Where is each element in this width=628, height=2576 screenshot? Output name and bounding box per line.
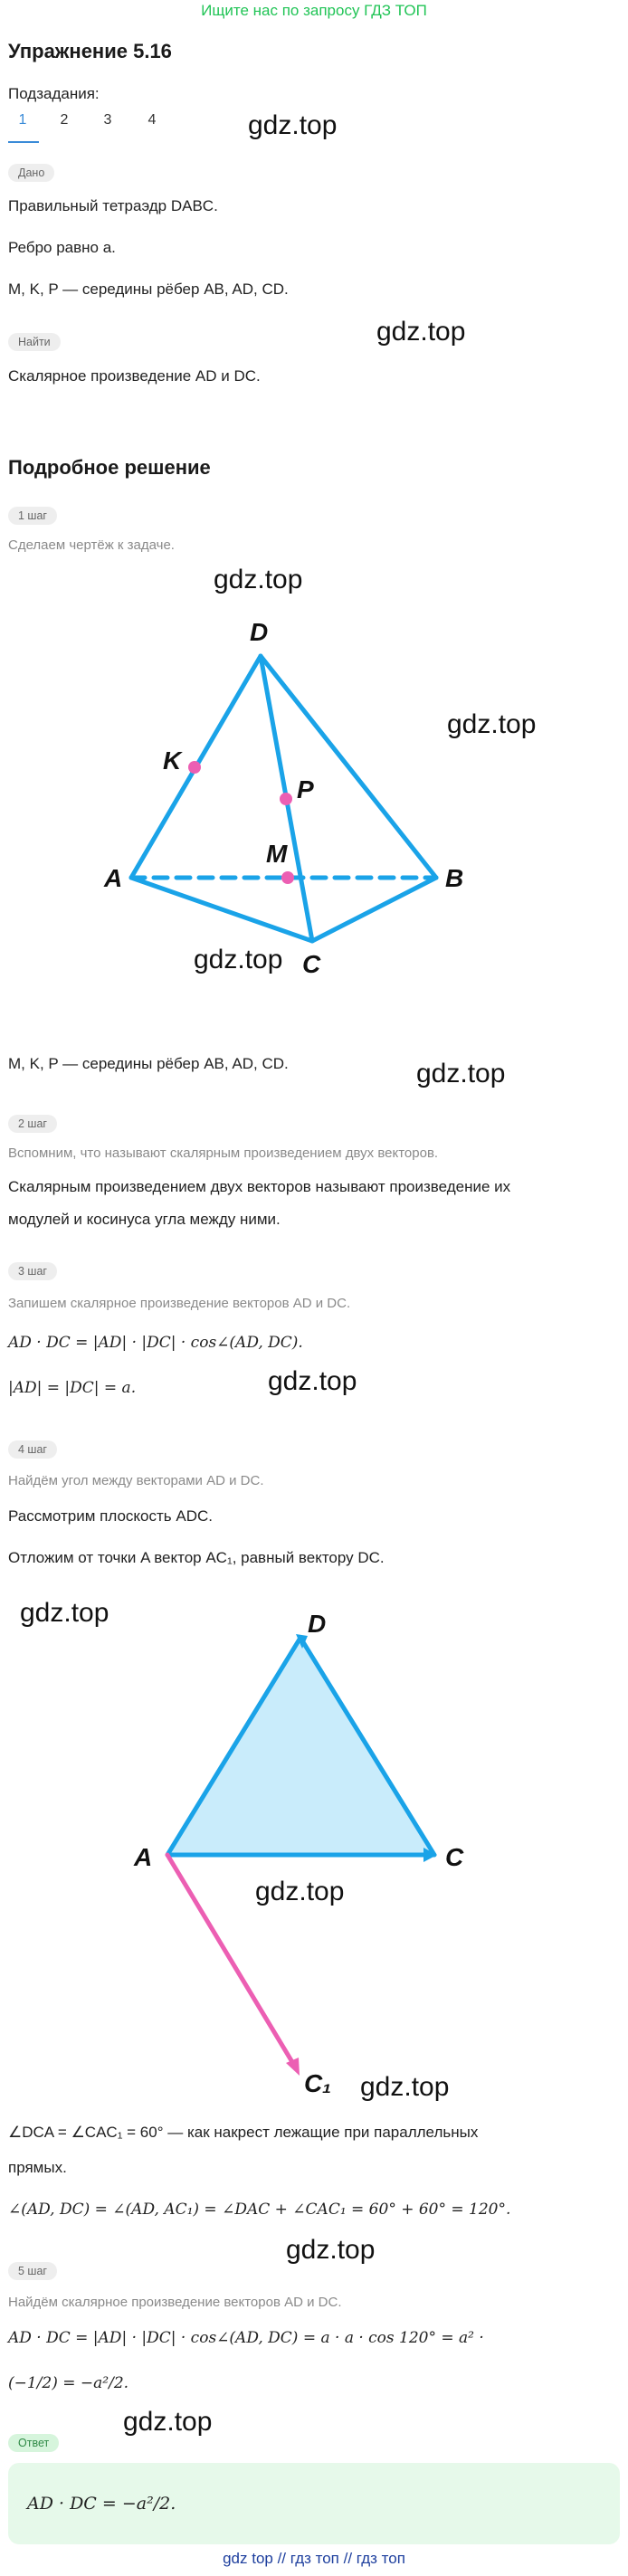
step-1-after: M, K, P — середины рёбер AB, AD, CD. [8, 1055, 289, 1072]
find-text: Скалярное произведение AD и DC. [8, 367, 261, 385]
active-tab-indicator [8, 141, 39, 143]
label-a: A [134, 1843, 153, 1871]
label-d: D [250, 618, 269, 646]
watermark: gdz.top [20, 1598, 109, 1628]
watermark: gdz.top [447, 709, 537, 739]
watermark: gdz.top [194, 945, 283, 974]
step-2-chip: 2 шаг [8, 1115, 57, 1133]
watermark: gdz.top [214, 565, 303, 594]
tab-4[interactable]: 4 [147, 112, 157, 128]
label-p: P [297, 775, 314, 803]
watermark: gdz.top [360, 2072, 450, 2102]
find-chip: Найти [8, 333, 61, 351]
footer-links[interactable]: gdz top // гдз топ // гдз топ [223, 2550, 405, 2567]
step-3-formula-2: |AD| = |DC| = a. [8, 1379, 137, 1397]
triangle-figure [0, 1592, 628, 2099]
step-5-formula-1: AD · DC = |AD| · |DC| · cos∠(AD, DC) = a · a · cos 120° = a² · [8, 2329, 484, 2347]
step-1-note: Сделаем чертёж к задаче. [8, 537, 175, 553]
label-c: C [302, 950, 321, 978]
point-k [188, 761, 201, 774]
step-4-text-4: прямых. [8, 2159, 67, 2176]
step-3-formula-1: AD · DC = |AD| · |DC| · cos∠(AD, DC). [8, 1334, 303, 1352]
watermark: gdz.top [268, 1366, 357, 1396]
label-a: A [104, 864, 123, 892]
watermark: gdz.top [255, 1877, 345, 1906]
step-4-text-2: Отложим от точки A вектор AC₁, равный вектору DC. [8, 1549, 385, 1566]
label-c1: C₁ [304, 2069, 332, 2097]
step-2-text-1: Скалярным произведением двух векторов называют произведение их [8, 1178, 511, 1195]
step-4-chip: 4 шаг [8, 1440, 57, 1459]
step-5-note: Найдём скалярное произведение векторов AD и DC. [8, 2295, 342, 2310]
answer-formula: AD · DC = −a²/2. [27, 2494, 176, 2514]
step-5-chip: 5 шаг [8, 2262, 57, 2280]
tab-3[interactable]: 3 [103, 112, 112, 128]
watermark: gdz.top [376, 317, 466, 347]
label-m: M [266, 840, 288, 868]
label-b: B [445, 864, 464, 892]
watermark: gdz.top [248, 110, 338, 140]
step-3-chip: 3 шаг [8, 1262, 57, 1280]
subtasks-label: Подзадания: [8, 85, 100, 102]
step-2-note: Вспомним, что называют скалярным произведением двух векторов. [8, 1145, 439, 1161]
step-2-text-2: модулей и косинуса угла между ними. [8, 1211, 281, 1228]
step-4-text-1: Рассмотрим плоскость ADC. [8, 1507, 213, 1525]
point-m [281, 871, 294, 884]
label-k: K [163, 746, 182, 775]
step-4-text-3: ∠DCA = ∠CAC₁ = 60° — как накрест лежащие при параллельных [8, 2124, 479, 2141]
tetrahedron-figure [0, 579, 628, 1004]
given-line-1: Правильный тетраэдр DABC. [8, 197, 218, 214]
search-banner[interactable]: Ищите нас по запросу ГДЗ ТОП [201, 2, 427, 19]
answer-chip: Ответ [8, 2434, 59, 2452]
given-line-2: Ребро равно a. [8, 239, 116, 256]
step-1-chip: 1 шаг [8, 507, 57, 525]
label-d: D [308, 1610, 327, 1638]
step-5-formula-2: (−1/2) = −a²/2. [8, 2374, 129, 2392]
watermark: gdz.top [123, 2407, 213, 2437]
tab-2[interactable]: 2 [60, 112, 69, 128]
point-p [280, 793, 292, 805]
watermark: gdz.top [286, 2235, 376, 2265]
step-3-note: Запишем скалярное произведение векторов AD и DC. [8, 1296, 351, 1311]
step-4-note: Найдём угол между векторами AD и DC. [8, 1473, 264, 1488]
watermark: gdz.top [416, 1059, 506, 1088]
label-c: C [445, 1843, 464, 1871]
page-title: Упражнение 5.16 [8, 40, 172, 62]
given-line-3: M, K, P — середины рёбер AB, AD, CD. [8, 280, 289, 298]
step-4-formula: ∠(AD, DC) = ∠(AD, AC₁) = ∠DAC + ∠CAC₁ = 60° + 60° = 120°. [8, 2201, 511, 2219]
solution-title: Подробное решение [8, 456, 211, 479]
given-chip: Дано [8, 164, 54, 182]
tab-1[interactable]: 1 [18, 112, 27, 128]
